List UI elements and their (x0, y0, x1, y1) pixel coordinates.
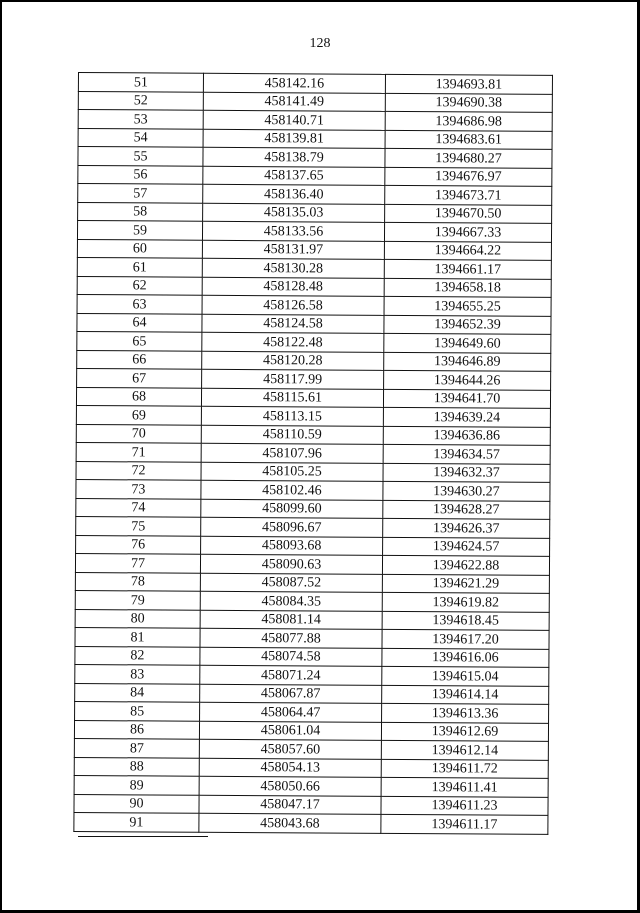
y-coordinate-cell: 1394686.98 (385, 111, 552, 131)
x-coordinate-cell: 458054.13 (199, 758, 381, 778)
x-coordinate-cell: 458102.46 (201, 480, 383, 500)
y-coordinate-cell: 1394611.72 (381, 759, 548, 779)
point-number-cell: 64 (77, 313, 202, 332)
x-coordinate-cell: 458135.03 (203, 203, 385, 223)
x-coordinate-cell: 458115.61 (201, 388, 383, 408)
point-number-cell: 69 (76, 405, 201, 424)
point-number-cell: 66 (77, 350, 202, 369)
point-number-cell: 84 (75, 683, 200, 702)
x-coordinate-cell: 458093.68 (201, 536, 383, 556)
x-coordinate-cell: 458050.66 (199, 776, 381, 796)
y-coordinate-cell: 1394632.37 (383, 463, 550, 483)
point-number-cell: 73 (76, 479, 201, 498)
point-number-cell: 86 (74, 720, 199, 739)
y-coordinate-cell: 1394619.82 (382, 592, 549, 612)
point-number-cell: 57 (78, 184, 203, 203)
x-coordinate-cell: 458122.48 (202, 332, 384, 352)
y-coordinate-cell: 1394622.88 (382, 555, 549, 575)
point-number-cell: 67 (77, 368, 202, 387)
x-coordinate-cell: 458043.68 (199, 813, 381, 833)
x-coordinate-cell: 458107.96 (201, 443, 383, 463)
x-coordinate-cell: 458067.87 (200, 684, 382, 704)
page-number: 128 (309, 36, 331, 51)
x-coordinate-cell: 458057.60 (199, 739, 381, 759)
y-coordinate-cell: 1394624.57 (383, 537, 550, 557)
point-number-cell: 83 (75, 664, 200, 683)
x-coordinate-cell: 458124.58 (202, 314, 384, 334)
x-coordinate-cell: 458130.28 (202, 258, 384, 278)
x-coordinate-cell: 458140.71 (203, 110, 385, 130)
x-coordinate-cell: 458071.24 (200, 665, 382, 685)
x-coordinate-cell: 458064.47 (200, 702, 382, 722)
point-number-cell: 75 (76, 516, 201, 535)
x-coordinate-cell: 458120.28 (202, 351, 384, 371)
point-number-cell: 60 (77, 239, 202, 258)
y-coordinate-cell: 1394658.18 (384, 278, 551, 298)
point-number-cell: 71 (76, 442, 201, 461)
x-coordinate-cell: 458141.49 (203, 92, 385, 112)
x-coordinate-cell: 458139.81 (203, 129, 385, 149)
point-number-cell: 53 (78, 110, 203, 129)
point-number-cell: 59 (77, 221, 202, 240)
y-coordinate-cell: 1394621.29 (382, 574, 549, 594)
x-coordinate-cell: 458090.63 (200, 554, 382, 574)
point-number-cell: 63 (77, 294, 202, 313)
point-number-cell: 80 (75, 609, 200, 628)
point-number-cell: 62 (77, 276, 202, 295)
point-number-cell: 52 (78, 91, 203, 110)
point-number-cell: 61 (77, 257, 202, 276)
point-number-cell: 74 (76, 498, 201, 517)
x-coordinate-cell: 458061.04 (199, 721, 381, 741)
point-number-cell: 85 (75, 701, 200, 720)
y-coordinate-cell: 1394628.27 (383, 500, 550, 520)
point-number-cell: 54 (78, 128, 203, 147)
point-number-cell: 58 (78, 202, 203, 221)
point-number-cell: 77 (75, 553, 200, 572)
x-coordinate-cell: 458074.58 (200, 647, 382, 667)
coordinates-table (73, 72, 553, 834)
y-coordinate-cell: 1394641.70 (383, 389, 550, 409)
y-coordinate-cell: 1394612.69 (381, 722, 548, 742)
x-coordinate-cell: 458133.56 (202, 221, 384, 241)
x-coordinate-cell: 458126.58 (202, 295, 384, 315)
y-coordinate-cell: 1394652.39 (384, 315, 551, 335)
x-coordinate-cell: 458110.59 (201, 425, 383, 445)
table-bottom-line (78, 836, 208, 837)
point-number-cell: 81 (75, 627, 200, 646)
x-coordinate-cell: 458117.99 (202, 369, 384, 389)
y-coordinate-cell: 1394649.60 (384, 333, 551, 353)
coordinates-table-body (74, 73, 553, 834)
x-coordinate-cell: 458142.16 (203, 73, 385, 93)
y-coordinate-cell: 1394693.81 (385, 74, 552, 94)
point-number-cell: 82 (75, 646, 200, 665)
point-number-cell: 55 (78, 147, 203, 166)
y-coordinate-cell: 1394646.89 (384, 352, 551, 372)
point-number-cell: 79 (75, 590, 200, 609)
y-coordinate-cell: 1394611.17 (381, 814, 548, 834)
x-coordinate-cell: 458084.35 (200, 591, 382, 611)
y-coordinate-cell: 1394670.50 (385, 204, 552, 224)
y-coordinate-cell: 1394636.86 (383, 426, 550, 446)
point-number-cell: 89 (74, 775, 199, 794)
x-coordinate-cell: 458113.15 (201, 406, 383, 426)
y-coordinate-cell: 1394639.24 (383, 407, 550, 427)
point-number-cell: 51 (78, 73, 203, 92)
y-coordinate-cell: 1394634.57 (383, 444, 550, 464)
y-coordinate-cell: 1394680.27 (385, 148, 552, 168)
y-coordinate-cell: 1394683.61 (385, 130, 552, 150)
point-number-cell: 68 (76, 387, 201, 406)
y-coordinate-cell: 1394615.04 (382, 666, 549, 686)
x-coordinate-cell: 458131.97 (202, 240, 384, 260)
y-coordinate-cell: 1394611.23 (381, 796, 548, 816)
x-coordinate-cell: 458099.60 (201, 499, 383, 519)
x-coordinate-cell: 458128.48 (202, 277, 384, 297)
y-coordinate-cell: 1394618.45 (382, 611, 549, 631)
x-coordinate-cell: 458096.67 (201, 517, 383, 537)
y-coordinate-cell: 1394612.14 (381, 740, 548, 760)
point-number-cell: 72 (76, 461, 201, 480)
x-coordinate-cell: 458087.52 (200, 573, 382, 593)
x-coordinate-cell: 458105.25 (201, 462, 383, 482)
y-coordinate-cell: 1394617.20 (382, 629, 549, 649)
point-number-cell: 65 (77, 331, 202, 350)
x-coordinate-cell: 458047.17 (199, 795, 381, 815)
y-coordinate-cell: 1394690.38 (385, 93, 552, 113)
point-number-cell: 88 (74, 757, 199, 776)
x-coordinate-cell: 458081.14 (200, 610, 382, 630)
point-number-cell: 56 (78, 165, 203, 184)
y-coordinate-cell: 1394616.06 (382, 648, 549, 668)
point-number-cell: 87 (74, 738, 199, 757)
y-coordinate-cell: 1394614.14 (382, 685, 549, 705)
x-coordinate-cell: 458077.88 (200, 628, 382, 648)
y-coordinate-cell: 1394626.37 (383, 518, 550, 538)
y-coordinate-cell: 1394667.33 (384, 222, 551, 242)
y-coordinate-cell: 1394676.97 (385, 167, 552, 187)
point-number-cell: 91 (74, 812, 199, 831)
table-row (74, 812, 548, 833)
y-coordinate-cell: 1394661.17 (384, 259, 551, 279)
x-coordinate-cell: 458138.79 (203, 147, 385, 167)
y-coordinate-cell: 1394630.27 (383, 481, 550, 501)
point-number-cell: 70 (76, 424, 201, 443)
point-number-cell: 76 (76, 535, 201, 554)
y-coordinate-cell: 1394644.26 (384, 370, 551, 390)
y-coordinate-cell: 1394655.25 (384, 296, 551, 316)
y-coordinate-cell: 1394673.71 (385, 185, 552, 205)
y-coordinate-cell: 1394611.41 (381, 777, 548, 797)
y-coordinate-cell: 1394613.36 (382, 703, 549, 723)
point-number-cell: 78 (75, 572, 200, 591)
y-coordinate-cell: 1394664.22 (384, 241, 551, 261)
x-coordinate-cell: 458136.40 (203, 184, 385, 204)
x-coordinate-cell: 458137.65 (203, 166, 385, 186)
point-number-cell: 90 (74, 794, 199, 813)
